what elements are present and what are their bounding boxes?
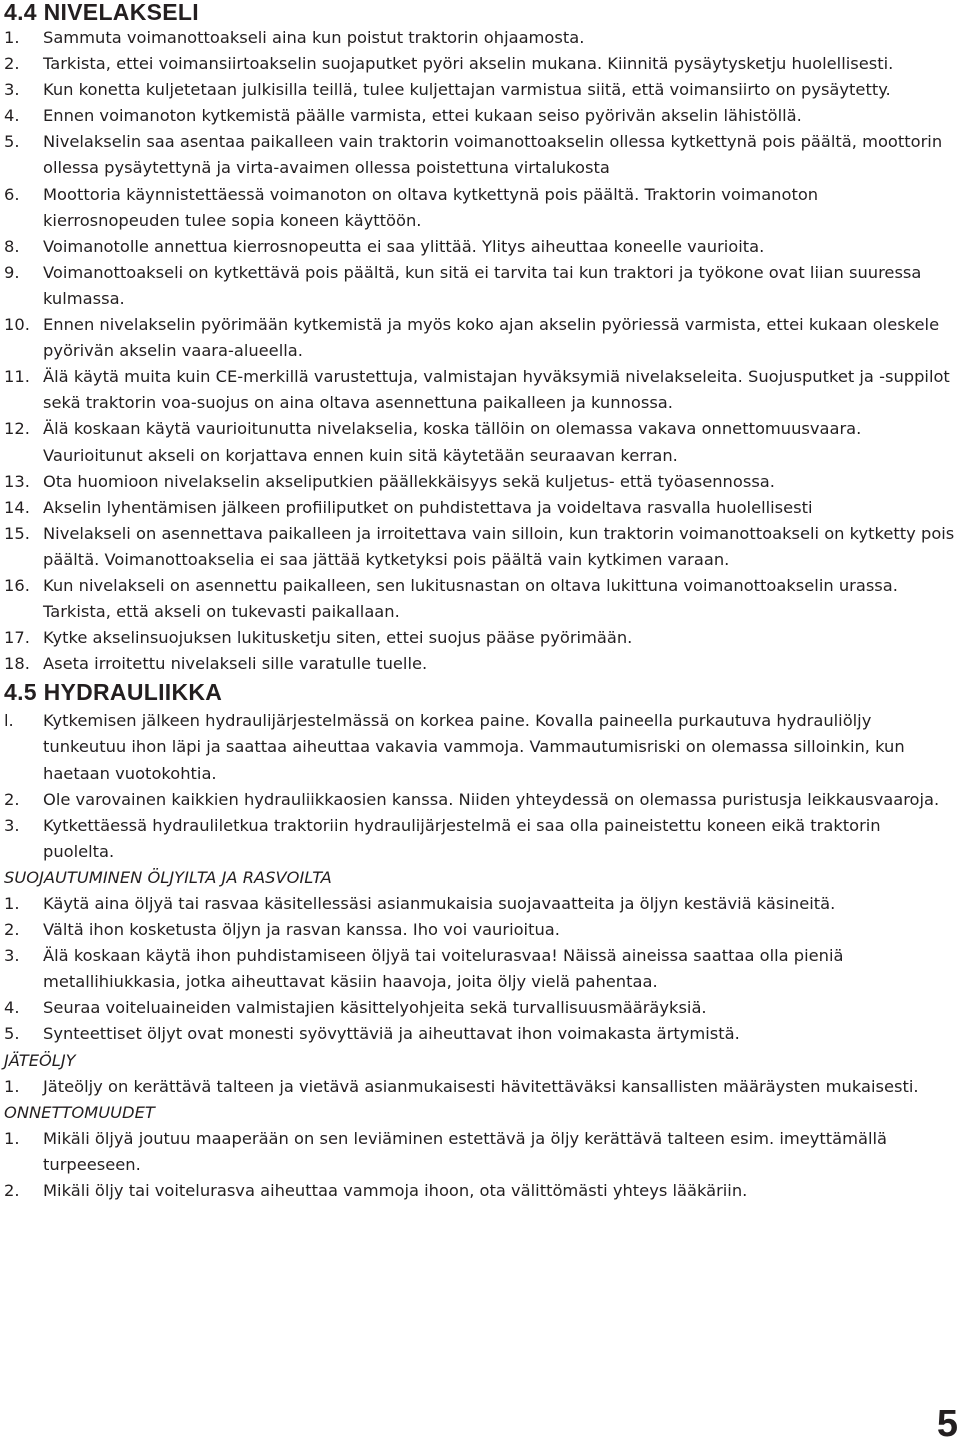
item-number: 10. xyxy=(4,315,30,335)
subheading-accidents: ONNETTOMUUDET xyxy=(4,1102,155,1122)
list-item xyxy=(4,469,956,495)
list-item xyxy=(4,51,956,77)
manual-page xyxy=(4,0,956,1204)
item-text: Akselin lyhentämisen jälkeen profiiliputket on puhdistettava ja voideltava rasvalla huolellisesti xyxy=(43,497,813,517)
item-number: 11. xyxy=(4,367,30,387)
list-item xyxy=(4,1126,956,1178)
section-heading-nivelakseli: 4.4 NIVELAKSELI xyxy=(4,0,199,25)
item-text: Ota huomioon nivelakselin akseliputkien päällekkäisyys sekä kuljetus- että työasennossa. xyxy=(43,471,775,491)
item-text: Älä koskaan käytä vaurioitunutta nivelakselia, koska tällöin on olemassa vakava onnettomuusvaara. Vaurioitunut akseli on korjattava ennen kuin sitä käytetään seuraavan kerran. xyxy=(43,419,862,465)
list-item xyxy=(4,129,956,181)
waste-oil-list xyxy=(4,1074,956,1100)
item-text: Kun nivelakseli on asennettu paikalleen, sen lukitusnastan on oltava lukittuna voimanottoakselin urassa. Tarkista, että akseli on tukevasti paikallaan. xyxy=(43,575,898,622)
item-number: 3. xyxy=(4,815,20,835)
item-number: 6. xyxy=(4,184,20,204)
item-number: 2. xyxy=(4,54,20,74)
subheading-waste-oil: JÄTEÖLJY xyxy=(4,1050,76,1070)
item-number: 17. xyxy=(4,628,30,648)
section-heading-hydrauliikka: 4.5 HYDRAULIIKKA xyxy=(4,679,223,706)
item-text: Kytkemisen jälkeen hydraulijärjestelmässä on korkea paine. Kovalla paineella purkautuva hydrauliöljy tunkeutuu ihon läpi ja saattaa aiheuttaa vakavia vammoja. Vammautumisriski on olemassa silloinkin, kun haetaan vuotokohtia. xyxy=(43,711,905,783)
item-text: Sammuta voimanottoakseli aina kun poistut traktorin ohjaamosta. xyxy=(43,28,585,47)
item-text: Voimanotolle annettua kierrosnopeutta ei saa ylittää. Ylitys aiheuttaa koneelle vaurioita. xyxy=(43,236,765,256)
item-text: Nivelakselin saa asentaa paikalleen vain traktorin voimanottoakselin ollessa kytkettynä pois päältä, moottorin ollessa pysäytettynä ja virta-avaimen ollessa poistettuna virtalukosta xyxy=(43,132,943,178)
item-text: Synteettiset öljyt ovat monesti syövyttäviä ja aiheuttavat ihon voimakasta ärtymistä. xyxy=(43,1024,740,1044)
item-number: 1. xyxy=(4,1128,20,1148)
item-number: l. xyxy=(4,711,14,731)
item-number: 14. xyxy=(4,497,30,517)
list-item xyxy=(4,77,956,103)
item-text: Älä koskaan käytä ihon puhdistamiseen öljyä tai voitelurasvaa! Näissä aineissa saattaa olla pieniä metallihiukkasia, jotka aiheuttavat käsiin haavoja, joita öljy vielä pahentaa. xyxy=(43,946,844,992)
item-text: Ennen nivelakselin pyörimään kytkemistä ja myös koko ajan akselin pyöriessä varmista, ettei kukaan oleskele pyörivän akselin vaara-alueella. xyxy=(43,315,940,361)
list-item xyxy=(4,521,956,573)
item-text: Mikäli öljy tai voitelurasva aiheuttaa vammoja ihoon, ota välittömästi yhteys lääkäriin. xyxy=(43,1181,748,1201)
hydrauliikka-list xyxy=(4,708,956,865)
list-item xyxy=(4,651,956,677)
item-text: Kytkettäessä hydrauliletkua traktoriin hydraulijärjestelmä ei saa olla paineistettu koneen eikä traktorin puolelta. xyxy=(43,815,881,861)
item-text: Moottoria käynnistettäessä voimanoton on oltava kytkettynä pois päältä. Traktorin voimanoton kierrosnopeuden tulee sopia koneen käyttöön. xyxy=(43,184,819,230)
item-number: 4. xyxy=(4,998,20,1018)
item-number: 2. xyxy=(4,1181,20,1201)
list-item xyxy=(4,943,956,995)
item-number: 18. xyxy=(4,654,30,674)
item-text: Kun konetta kuljetetaan julkisilla teillä, tulee kuljettajan varmistua siitä, että voimansiirto on pysäytetty. xyxy=(43,80,891,100)
list-item xyxy=(4,1021,956,1047)
subheading-oil-protection: SUOJAUTUMINEN ÖLJYILTA JA RASVOILTA xyxy=(4,867,332,887)
item-number: 13. xyxy=(4,471,30,491)
list-item xyxy=(4,260,956,312)
item-number: 1. xyxy=(4,894,20,913)
page-number: 5 xyxy=(936,1403,958,1445)
list-item xyxy=(4,364,956,416)
list-item xyxy=(4,917,956,943)
item-number: 12. xyxy=(4,419,30,439)
list-item xyxy=(4,708,956,786)
list-item xyxy=(4,312,956,364)
list-item xyxy=(4,495,956,521)
item-number: 2. xyxy=(4,789,20,809)
list-item xyxy=(4,995,956,1021)
nivelakseli-list xyxy=(4,25,956,677)
item-number: 5. xyxy=(4,132,20,152)
list-item xyxy=(4,813,956,865)
item-text: Kytke akselinsuojuksen lukitusketju siten, ettei suojus pääse pyörimään. xyxy=(43,628,633,648)
item-text: Ole varovainen kaikkien hydrauliikkaosien kanssa. Niiden yhteydessä on olemassa puristusja leikkausvaaroja. xyxy=(43,789,940,809)
item-number: 3. xyxy=(4,80,20,100)
list-item xyxy=(4,891,956,917)
item-number: 3. xyxy=(4,946,20,966)
oil-protection-list xyxy=(4,891,956,1048)
item-number: 15. xyxy=(4,523,30,543)
item-text: Älä käytä muita kuin CE-merkillä varustettuja, valmistajan hyväksymiä nivelakseleita. Suojusputket ja -suppilot sekä traktorin voa-suojus on aina oltava asennettuna paikalleen ja kunnossa. xyxy=(43,367,950,413)
list-item xyxy=(4,103,956,129)
item-text: Vältä ihon kosketusta öljyn ja rasvan kanssa. Iho voi vaurioitua. xyxy=(43,920,560,940)
list-item xyxy=(4,573,956,625)
item-number: 5. xyxy=(4,1024,20,1044)
item-number: 4. xyxy=(4,106,20,126)
item-text: Mikäli öljyä joutuu maaperään on sen leviäminen estettävä ja öljy kerättävä talteen esim. imeyttämällä turpeeseen. xyxy=(43,1128,888,1174)
item-number: 1. xyxy=(4,28,20,47)
item-text: Käytä aina öljyä tai rasvaa käsitellessäsi asianmukaisia suojavaatteita ja öljyn kestäviä käsineitä. xyxy=(43,894,836,913)
list-item xyxy=(4,234,956,260)
item-number: 8. xyxy=(4,236,20,256)
item-text: Nivelakseli on asennettava paikalleen ja irroitettava vain silloin, kun traktorin voimanottoakseli on kytketty pois päältä. Voimanottoakselia ei saa jättää kytketyksi pois päältä vain kytkimen varaan. xyxy=(43,523,955,569)
item-number: 2. xyxy=(4,920,20,940)
list-item xyxy=(4,182,956,234)
item-text: Ennen voimanoton kytkemistä päälle varmista, ettei kukaan seiso pyörivän akselin lähistöllä. xyxy=(43,106,802,126)
list-item xyxy=(4,25,956,51)
item-number: 1. xyxy=(4,1076,20,1096)
list-item xyxy=(4,625,956,651)
item-text: Jäteöljy on kerättävä talteen ja vietävä asianmukaisesti hävitettäväksi kansallisten määräysten mukaisesti. xyxy=(43,1076,919,1096)
item-text: Tarkista, ettei voimansiirtoakselin suojaputket pyöri akselin mukana. Kiinnitä pysäytysketju huolellisesti. xyxy=(43,54,894,74)
item-text: Seuraa voiteluaineiden valmistajien käsittelyohjeita sekä turvallisuusmääräyksiä. xyxy=(43,998,707,1018)
list-item xyxy=(4,787,956,813)
accidents-list xyxy=(4,1126,956,1204)
list-item xyxy=(4,416,956,468)
item-number: 16. xyxy=(4,575,30,595)
item-number: 9. xyxy=(4,262,20,282)
item-text: Voimanottoakseli on kytkettävä pois päältä, kun sitä ei tarvita tai kun traktori ja työkone ovat liian suuressa kulmassa. xyxy=(43,262,922,308)
list-item xyxy=(4,1178,956,1204)
list-item xyxy=(4,1074,956,1100)
item-text: Aseta irroitettu nivelakseli sille varatulle tuelle. xyxy=(43,654,428,674)
